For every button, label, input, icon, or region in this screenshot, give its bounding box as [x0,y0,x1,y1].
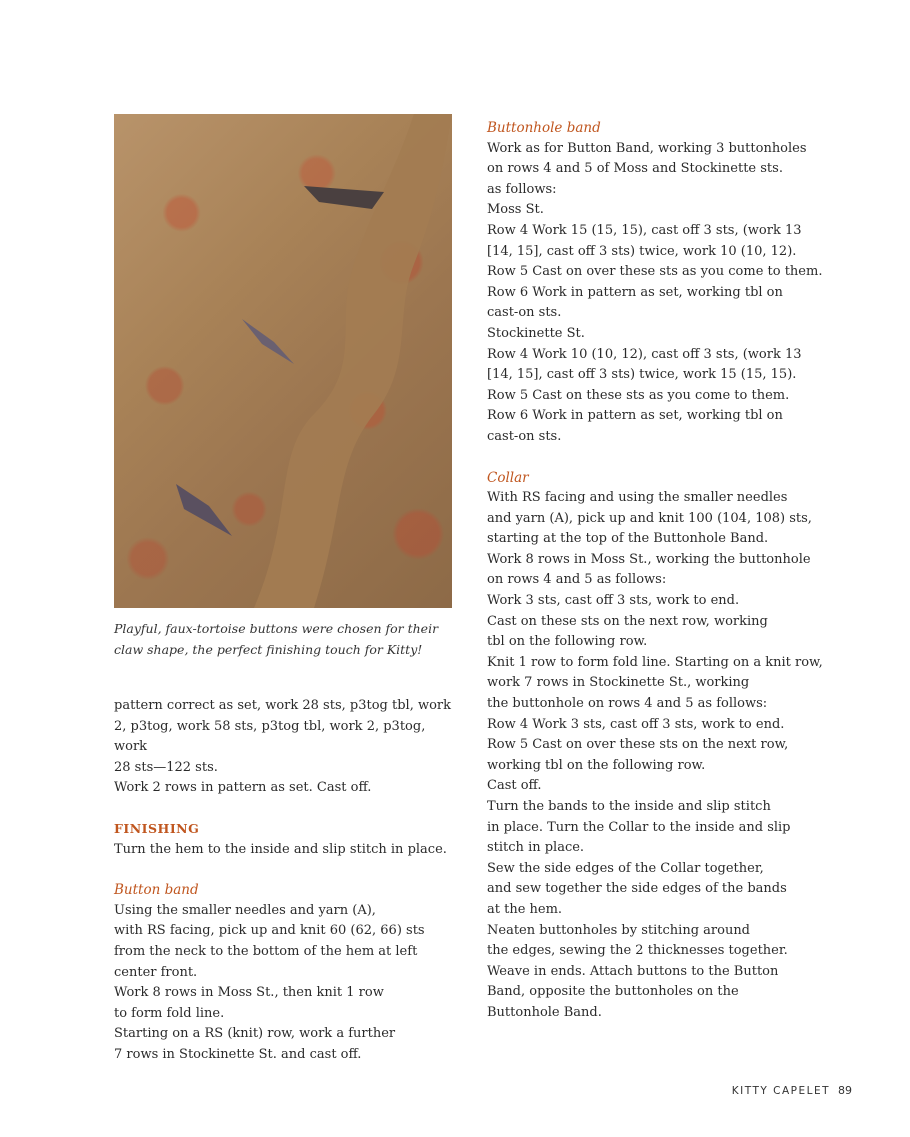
body-line: 2, p3tog, work 58 sts, p3tog tbl, work 2, p3tog, work [114,718,426,755]
body-line: in place. Turn the Collar to the inside and slip [487,819,791,835]
body-line: With RS facing and using the smaller needles [487,490,788,506]
body-line: Buttonhole Band. [487,1004,602,1020]
body-line: Sew the side edges of the Collar together, [487,860,764,876]
body-line: Using the smaller needles and yarn (A), [114,902,376,918]
photo-caption: Playful, faux-tortoise buttons were chosen for their claw shape, the perfect finishing touch for Kitty! [114,621,439,657]
body-line: with RS facing, pick up and knit 60 (62, 66) sts [114,923,425,939]
body-line: Turn the hem to the inside and slip stitch in place. [114,841,447,857]
body-line: 7 rows in Stockinette St. and cast off. [114,1046,362,1062]
body-line: starting at the top of the Buttonhole Band. [487,531,769,547]
left-column [114,114,454,1066]
buttonhole-band-heading: Buttonhole band [487,120,601,136]
knit-photo [114,114,452,608]
body-line: the edges, sewing the 2 thicknesses together. [487,943,788,959]
body-line: Weave in ends. Attach buttons to the Button [487,963,779,979]
page-footer [732,1084,852,1097]
body-line: cast-on sts. [487,428,562,444]
body-line: Row 4 Work 10 (10, 12), cast off 3 sts, (work 13 [487,346,802,362]
body-line: and sew together the side edges of the bands [487,881,787,897]
body-line: Work as for Button Band, working 3 buttonholes [487,140,807,156]
body-line: 28 sts—122 sts. [114,759,218,775]
body-line: stitch in place. [487,840,585,856]
body-line: on rows 4 and 5 of Moss and Stockinette sts. [487,161,783,177]
body-line: Row 4 Work 3 sts, cast off 3 sts, work to end. [487,716,785,732]
body-line: at the hem. [487,901,563,917]
body-line: Work 2 rows in pattern as set. Cast off. [114,780,372,796]
buttons-illustration [114,114,452,608]
body-line: Band, opposite the buttonholes on the [487,984,739,1000]
body-line: [14, 15], cast off 3 sts) twice, work 10 (10, 12). [487,243,797,259]
body-line: cast-on sts. [487,305,562,321]
placket-band [254,114,452,608]
right-column [487,118,832,1024]
body-line: center front. [114,964,198,980]
body-line: Row 6 Work in pattern as set, working tbl on [487,284,783,300]
body-line: Row 5 Cast on these sts as you come to them. [487,387,790,403]
body-line: Row 5 Cast on over these sts as you come to them. [487,264,823,280]
body-line: Moss St. [487,202,544,218]
body-line: Work 8 rows in Moss St., then knit 1 row [114,985,384,1001]
left-body [114,696,454,1066]
body-line: on rows 4 and 5 as follows: [487,572,667,588]
running-title: KITTY CAPELET [731,1085,830,1097]
body-line: Row 5 Cast on over these sts on the next row, [487,737,789,753]
body-line: Starting on a RS (knit) row, work a further [114,1026,396,1042]
body-line: Turn the bands to the inside and slip stitch [487,799,771,814]
body-line: to form fold line. [114,1005,225,1021]
button-band-heading: Button band [114,882,199,899]
body-line: Knit 1 row to form fold line. Starting on a knit row, [487,654,823,670]
body-line: as follows: [487,181,557,197]
collar-heading: Collar [487,469,529,486]
body-line: [14, 15], cast off 3 sts) twice, work 15 (15, 15). [487,367,797,383]
body-line: and yarn (A), pick up and knit 100 (104, 108) sts, [487,510,812,526]
body-line: Cast on these sts on the next row, working [487,613,768,629]
body-line: Stockinette St. [487,325,585,341]
page-number: 89 [838,1084,852,1097]
button-3-icon [176,484,232,536]
body-line: working tbl on the following row. [487,757,706,773]
body-line: from the neck to the bottom of the hem at left [114,943,418,959]
finishing-heading: FINISHING [114,820,200,836]
body-line: pattern correct as set, work 28 sts, p3tog tbl, work [114,698,452,713]
body-line: work 7 rows in Stockinette St., working [487,675,750,691]
body-line: Cast off. [487,778,542,794]
button-1-icon [304,186,384,209]
body-line: Row 4 Work 15 (15, 15), cast off 3 sts, (work 13 [487,222,802,238]
body-line: Work 3 sts, cast off 3 sts, work to end. [487,593,740,609]
body-line: Row 6 Work in pattern as set, working tbl on [487,408,783,424]
body-line: tbl on the following row. [487,634,648,650]
body-line: Work 8 rows in Moss St., working the buttonhole [487,551,811,567]
button-2-icon [242,319,294,364]
body-line: the buttonhole on rows 4 and 5 as follows: [487,696,768,712]
body-line: Neaten buttonholes by stitching around [487,922,751,938]
